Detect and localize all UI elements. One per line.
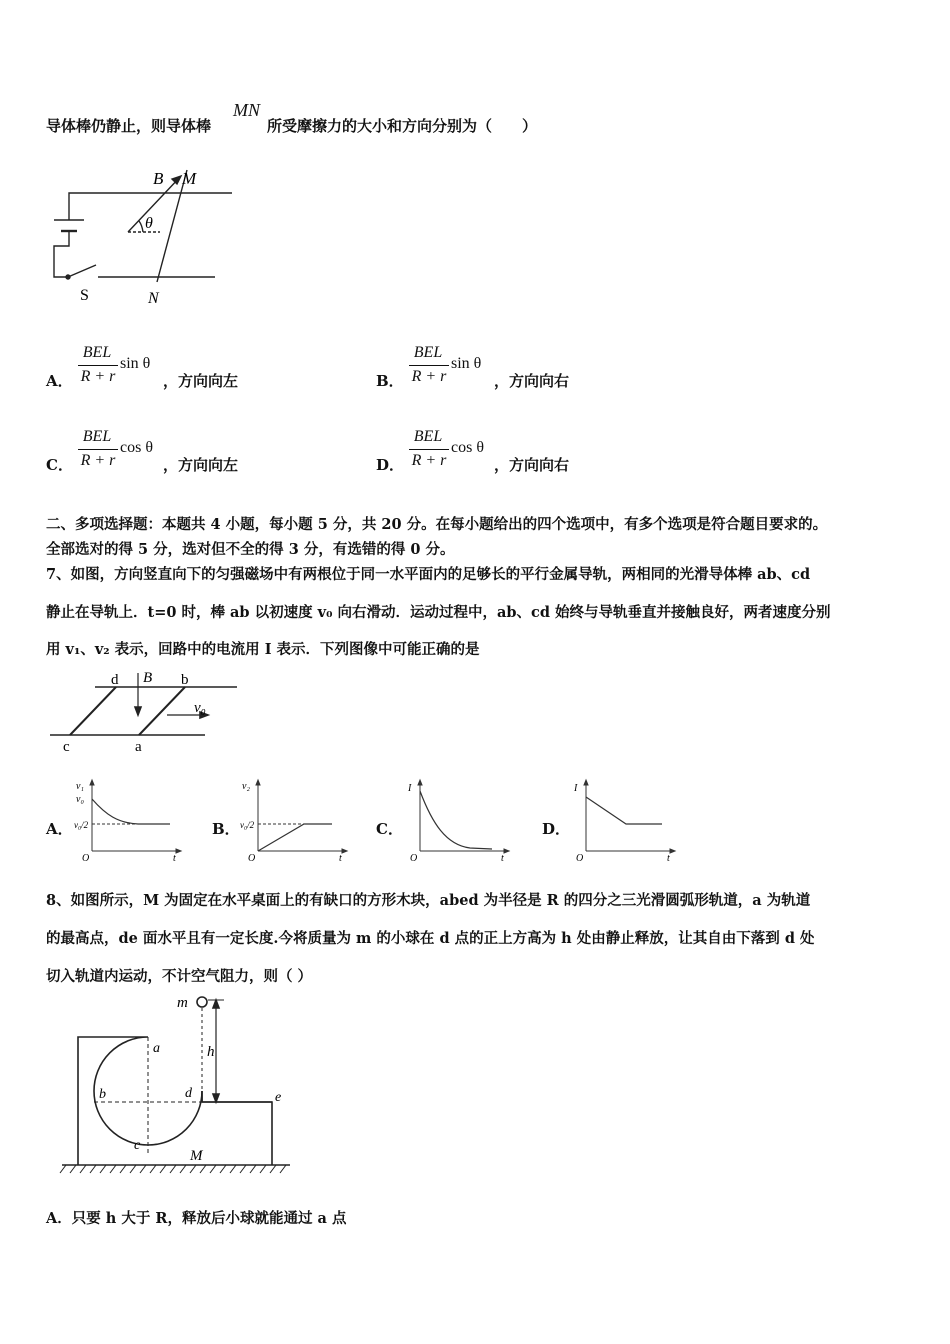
label-e: e xyxy=(275,1090,282,1105)
svg-text:O: O xyxy=(576,853,584,864)
q8-line3: 切入轨道内运动，不计空气阻力，则（ ） xyxy=(46,968,313,985)
q6-option-b-letter: B． xyxy=(376,372,404,390)
ball-m xyxy=(197,997,207,1007)
q7-graph-c-letter: C． xyxy=(376,820,403,838)
q7-graph-d xyxy=(566,775,681,865)
q7-graph-b-letter: B． xyxy=(212,820,240,838)
label-S: S xyxy=(80,287,89,304)
block-outline xyxy=(78,1037,272,1165)
q6-circuit-figure xyxy=(40,160,250,310)
q6-line-before: 导体棒仍静止，则导体棒 xyxy=(46,117,212,135)
q8-option-a: A．只要 h 大于 R，释放后小球就能通过 a 点 xyxy=(46,1210,347,1227)
q7-graph-a xyxy=(72,775,187,865)
label-d: d xyxy=(185,1086,192,1101)
svg-text:t: t xyxy=(667,853,670,864)
label-b: b xyxy=(181,672,189,688)
label-a: a xyxy=(153,1041,160,1056)
label-theta: θ xyxy=(145,215,153,232)
label-B: B xyxy=(143,670,153,686)
section2-line1: 二、多项选择题：本题共 4 小题，每小题 5 分，共 20 分。在每小题给出的四个选项中，有多个选项是符合题目要求的。 xyxy=(46,516,828,533)
svg-text:v₂: v₂ xyxy=(242,781,250,792)
label-M: M xyxy=(190,1148,203,1164)
q7-line2: 静止在导轨上．t=0 时，棒 ab 以初速度 v₀ 向右滑动．运动过程中，ab、cd 始终与导轨垂直并接触良好，两者速度分别 xyxy=(46,604,831,621)
q6-option-b-direction: ，方向向右 xyxy=(494,372,570,390)
svg-text:v₀/2: v₀/2 xyxy=(74,820,89,830)
label-d: d xyxy=(111,672,119,688)
q6-option-a-direction: ，方向向左 xyxy=(163,372,239,390)
label-m: m xyxy=(177,995,188,1011)
label-c: c xyxy=(134,1138,141,1153)
svg-text:t: t xyxy=(339,853,342,864)
svg-text:v₀/2: v₀/2 xyxy=(240,820,255,830)
q8-track-figure xyxy=(58,990,298,1180)
left-wire xyxy=(54,231,69,277)
svg-text:t: t xyxy=(501,853,504,864)
label-h: h xyxy=(207,1044,215,1060)
q7-rails-figure xyxy=(45,665,245,757)
q6-option-c-direction: ，方向向左 xyxy=(163,456,239,474)
q6-option-c-letter: C． xyxy=(46,456,73,474)
q6-option-d-letter: D． xyxy=(376,456,405,474)
svg-text:t: t xyxy=(173,853,176,864)
q8-line2: 的最高点，de 面水平且有一定长度.今将质量为 m 的小球在 d 点的正上方高为 h 处由静止释放，让其自由下落到 d 处 xyxy=(46,930,815,947)
q6-option-d-direction: ，方向向右 xyxy=(494,456,570,474)
svg-text:O: O xyxy=(248,853,256,864)
label-b: b xyxy=(99,1087,106,1102)
svg-text:v₀: v₀ xyxy=(76,794,84,805)
switch-blade xyxy=(68,265,96,277)
label-c: c xyxy=(63,739,70,755)
svg-text:I: I xyxy=(574,783,578,794)
q6-mn-label: MN xyxy=(233,100,260,120)
section2-line2: 全部选对的得 5 分，选对但不全的得 3 分，有选错的得 0 分。 xyxy=(46,541,455,558)
label-v0: v₀ xyxy=(194,700,206,716)
q8-line1: 8、如图所示，M 为固定在水平桌面上的有缺口的方形木块，abed 为半径是 R 的四分之三光滑圆弧形轨道，a 为轨道 xyxy=(46,892,811,909)
q7-graph-d-letter: D． xyxy=(542,820,571,838)
rod-cd xyxy=(70,687,116,735)
svg-text:O: O xyxy=(410,853,418,864)
svg-text:I: I xyxy=(408,783,412,794)
q7-graph-c xyxy=(400,775,515,865)
q6-line-after: 所受摩擦力的大小和方向分别为（ ） xyxy=(267,117,538,135)
label-N: N xyxy=(148,290,159,307)
label-a: a xyxy=(135,739,142,755)
svg-text:v₁: v₁ xyxy=(76,781,84,792)
q7-graph-a-letter: A． xyxy=(46,820,73,838)
label-M: M xyxy=(182,169,197,188)
q7-line1: 7、如图，方向竖直向下的匀强磁场中有两根位于同一水平面内的足够长的平行金属导轨，两相同的光滑导体棒 ab、cd xyxy=(46,566,811,583)
label-B: B xyxy=(153,169,164,188)
q7-line3: 用 v₁、v₂ 表示，回路中的电流用 I 表示．下列图像中可能正确的是 xyxy=(46,641,480,658)
svg-text:O: O xyxy=(82,853,90,864)
rod-ab xyxy=(139,687,185,735)
q7-graph-b xyxy=(238,775,353,865)
q6-option-a-letter: A． xyxy=(46,372,73,390)
